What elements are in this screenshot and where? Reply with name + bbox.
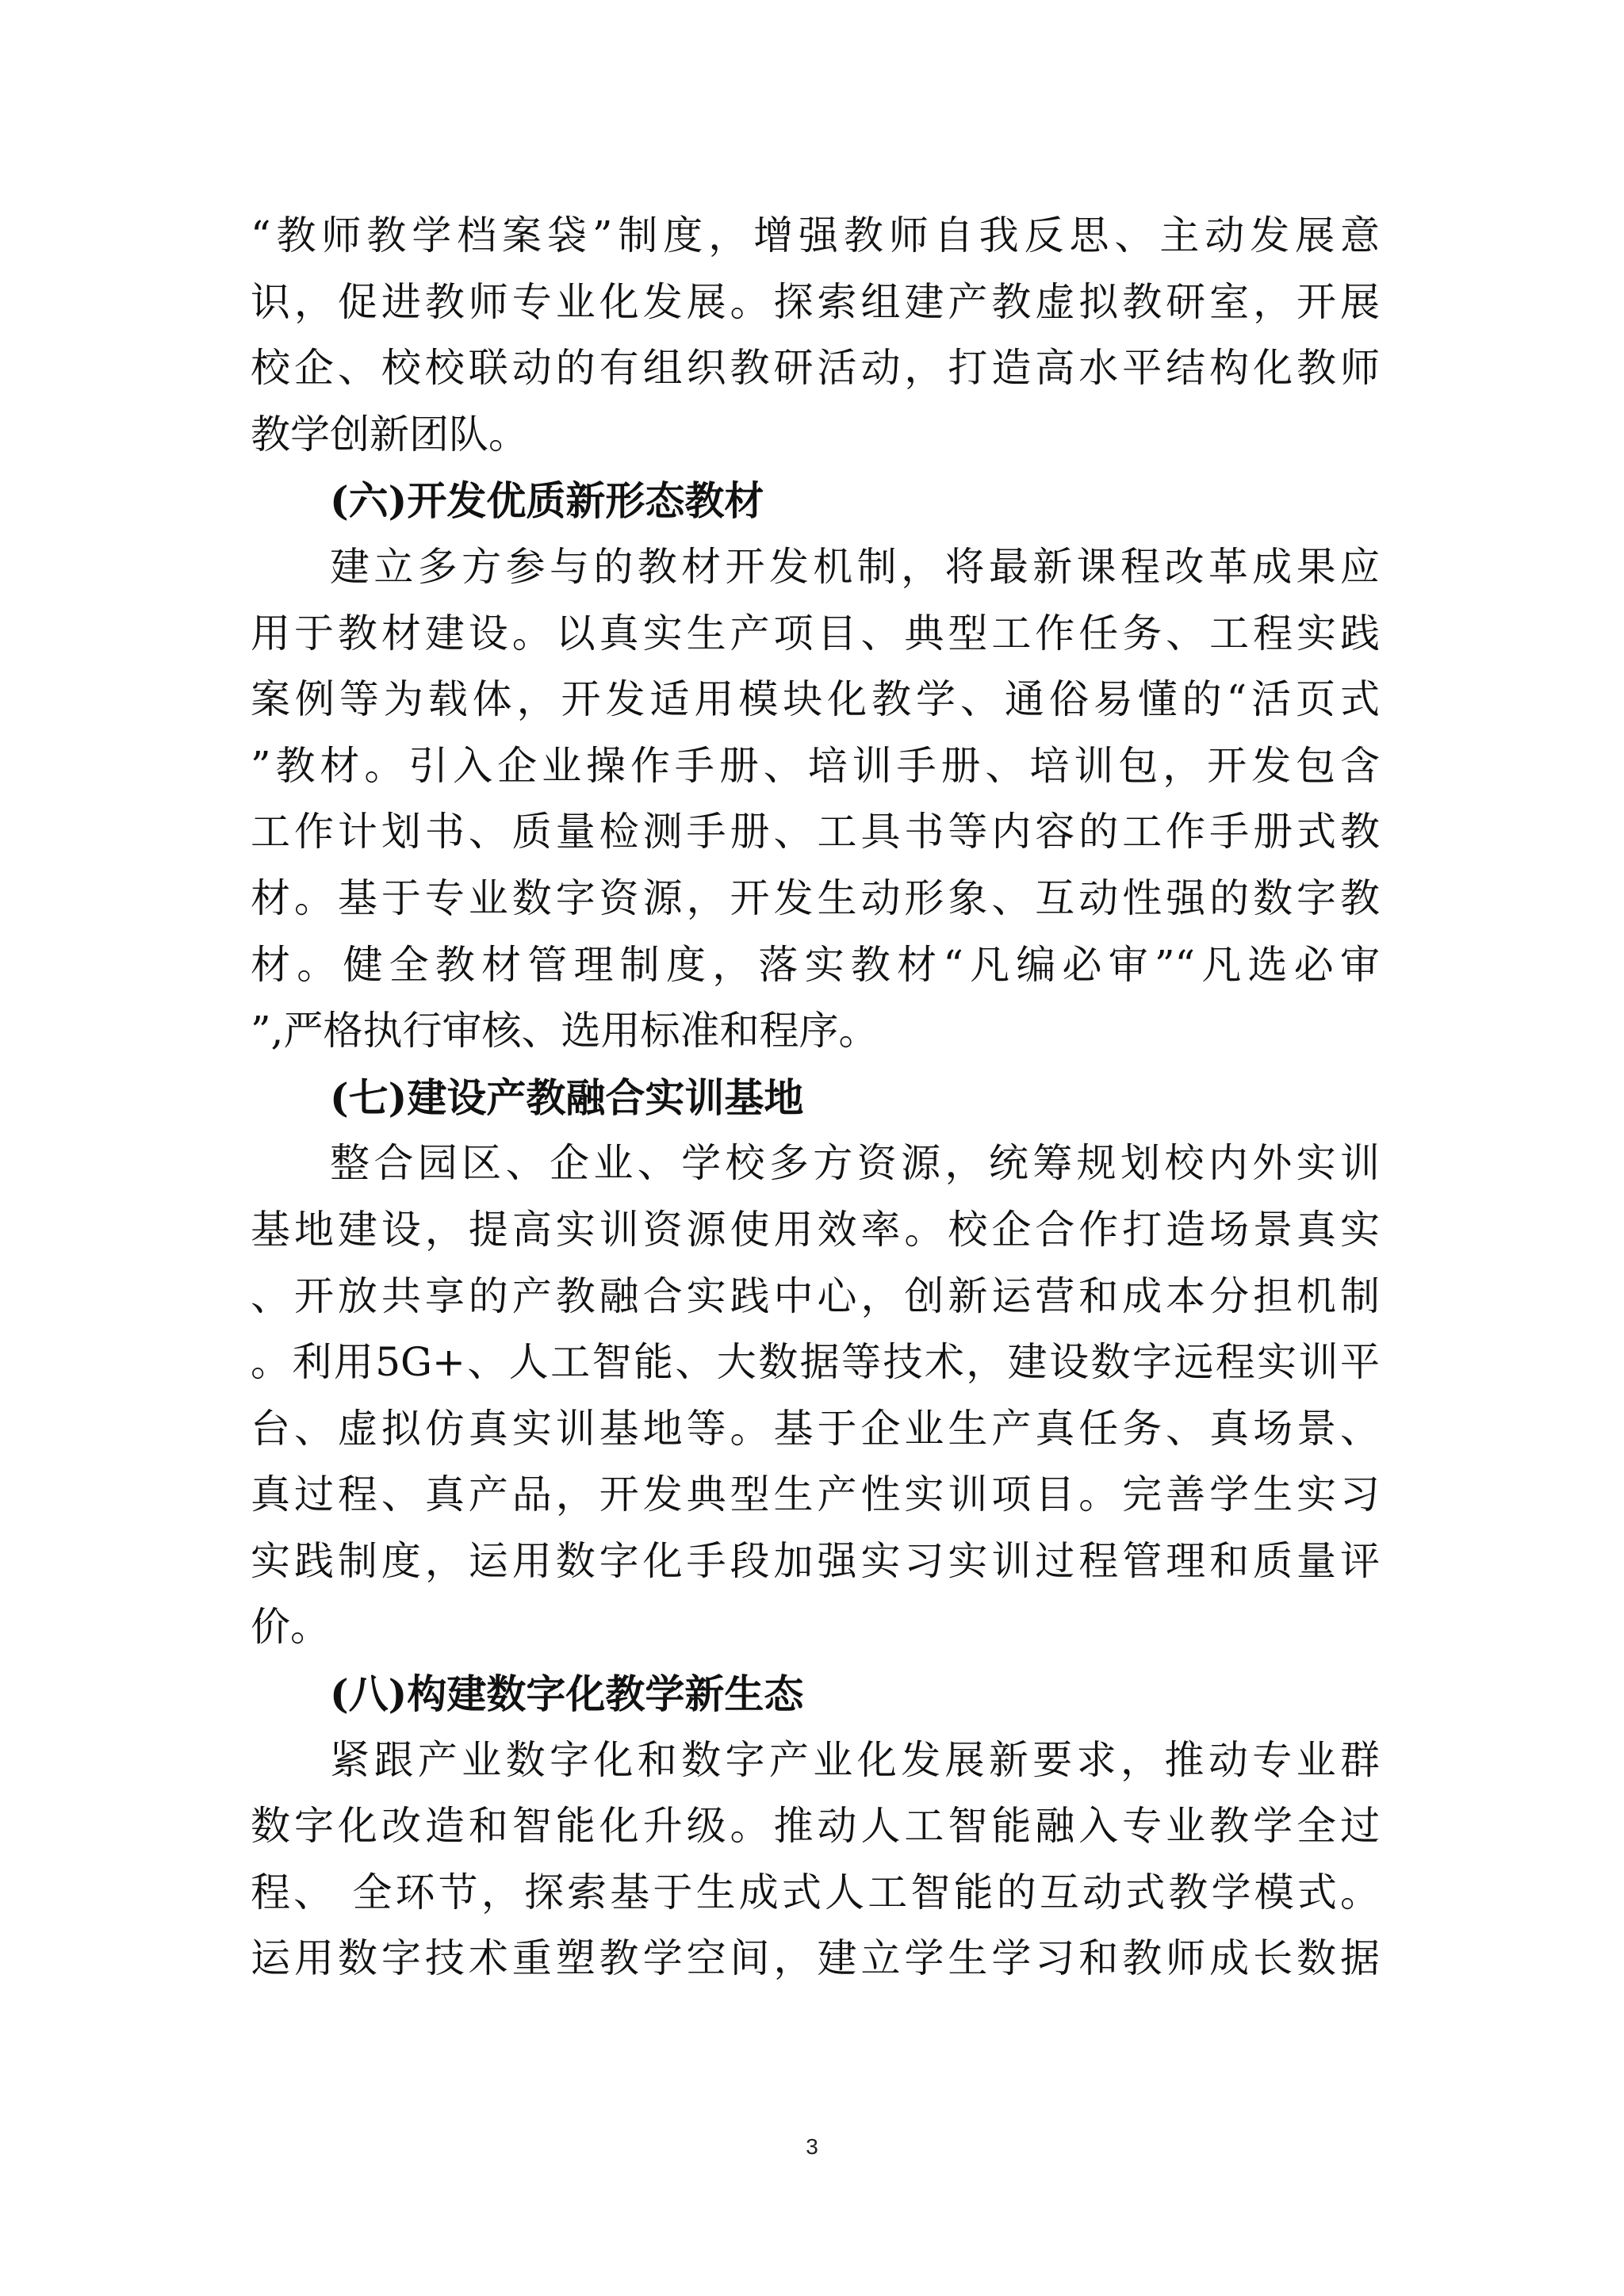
- paragraph-line: ”,严格执行审核、选用标准和程序。: [251, 1008, 879, 1054]
- paragraph-line: 材。健全教材管理制度，落实教材“凡编必审”“凡选必审: [251, 941, 1380, 988]
- page-number: 3: [806, 2134, 818, 2159]
- paragraph-line: 教学创新团队。: [251, 411, 528, 457]
- paragraph-line: 工作计划书、质量检测手册、工具书等内容的工作手册式教: [251, 809, 1380, 855]
- paragraph-line: 基地建设，提高实训资源使用效率。校企合作打造场景真实: [251, 1206, 1380, 1253]
- paragraph-line: 材。基于专业数字资源，开发生动形象、互动性强的数字教: [251, 874, 1380, 921]
- paragraph-line: 用于教材建设。以真实生产项目、典型工作任务、工程实践: [251, 610, 1380, 656]
- section-heading: (八)构建数字化教学新生态: [330, 1670, 804, 1718]
- paragraph-line: ”教材。引入企业操作手册、培训手册、培训包，开发包含: [251, 742, 1380, 789]
- paragraph-line: 运用数字技术重塑教学空间，建立学生学习和教师成长数据: [251, 1935, 1380, 1982]
- paragraph-line: 整合园区、企业、学校多方资源，统筹规划校内外实训: [330, 1140, 1380, 1187]
- body-text: [251, 203, 1380, 1992]
- paragraph-line: 价。: [251, 1604, 330, 1651]
- paragraph-line: 建立多方参与的教材开发机制，将最新课程改革成果应: [330, 543, 1380, 590]
- paragraph-line: 。利用5G+、人工智能、大数据等技术，建设数字远程实训平: [251, 1339, 1380, 1386]
- paragraph-line: 程、 全环节，探索基于生成式人工智能的互动式教学模式。: [251, 1869, 1380, 1915]
- paragraph-line: 台、虚拟仿真实训基地等。基于企业生产真任务、真场景、: [251, 1405, 1380, 1452]
- paragraph-line: 校企、校校联动的有组织教研活动，打造高水平结构化教师: [251, 345, 1380, 392]
- paragraph-line: 案例等为载体，开发适用模块化教学、通俗易懂的“活页式: [251, 676, 1380, 723]
- paragraph-line: “教师教学档案袋”制度，增强教师自我反思、主动发展意: [251, 212, 1380, 258]
- paragraph-line: 数字化改造和智能化升级。推动人工智能融入专业教学全过: [251, 1803, 1380, 1850]
- paragraph-line: 紧跟产业数字化和数字产业化发展新要求，推动专业群: [330, 1736, 1380, 1783]
- paragraph-line: 实践制度，运用数字化手段加强实习实训过程管理和质量评: [251, 1537, 1380, 1584]
- section-heading: (六)开发优质新形态教材: [330, 477, 764, 525]
- paragraph-line: 识，促进教师专业化发展。探索组建产教虚拟教研室，开展: [251, 278, 1380, 325]
- section-heading: (七)建设产教融合实训基地: [330, 1073, 804, 1121]
- paragraph-line: 、开放共享的产教融合实践中心，创新运营和成本分担机制: [251, 1272, 1380, 1319]
- paragraph-line: 真过程、真产品，开发典型生产性实训项目。完善学生实习: [251, 1471, 1380, 1518]
